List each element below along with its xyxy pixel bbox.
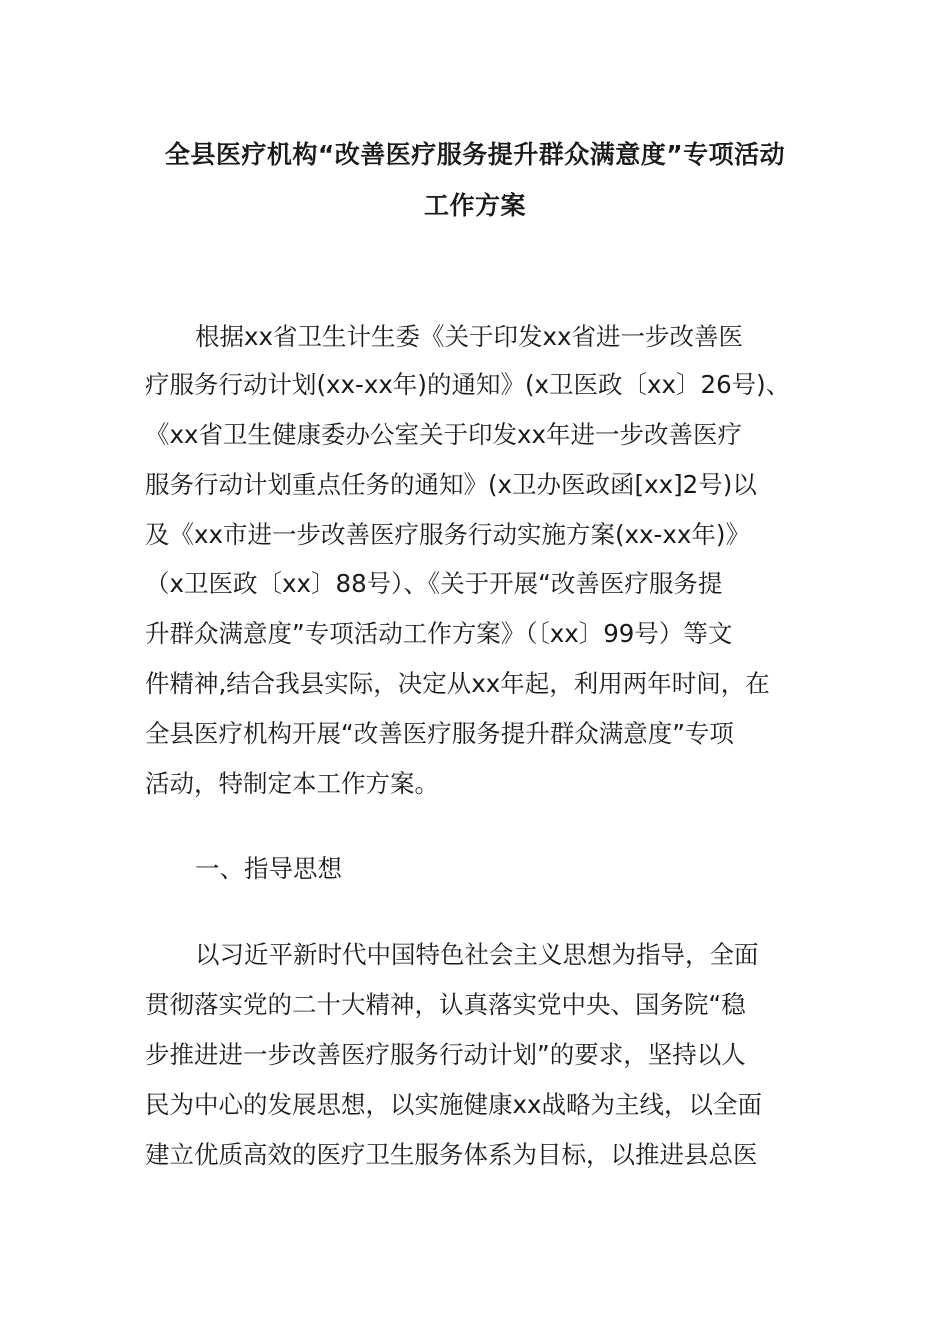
section-paragraph-line: 以习近平新时代中国特色社会主义思想为指导，全面 [195,940,759,969]
section-paragraph-line: 贯彻落实党的二十大精神，认真落实党中央、国务院“稳 [145,990,746,1019]
intro-paragraph-line: 根据xx省卫生计生委《关于印发xx省进一步改善医 [195,322,743,351]
document-title-line-1: 全县医疗机构“改善医疗服务提升群众满意度”专项活动 [164,140,786,169]
section-paragraph-line: 民为中心的发展思想，以实施健康xx战略为主线，以全面 [145,1090,762,1119]
intro-paragraph-line: 件精神,结合我县实际，决定从xx年起，利用两年时间，在 [145,669,770,698]
section-heading: 一、指导思想 [195,854,342,883]
document-title-line-2: 工作方案 [423,191,526,220]
section-paragraph-line: 步推进进一步改善医疗服务行动计划”的要求，坚持以人 [145,1040,746,1069]
intro-paragraph-line: 疗服务行动计划(xx-xx年)的通知》(x卫医政〔xx〕26号)、 [145,370,791,399]
intro-paragraph-line: 《xx省卫生健康委办公室关于印发xx年进一步改善医疗 [145,420,742,449]
section-paragraph-line: 建立优质高效的医疗卫生服务体系为目标，以推进县总医 [145,1140,758,1169]
intro-paragraph-line: 升群众满意度”专项活动工作方案》（〔xx〕99号）等文 [145,619,733,648]
intro-paragraph-line: （x卫医政〔xx〕88号）、《关于开展“改善医疗服务提 [145,569,723,598]
intro-paragraph-line: 服务行动计划重点任务的通知》(x卫办医政函[xx]2号)以 [145,470,757,499]
intro-paragraph-line: 活动，特制定本工作方案。 [145,769,439,798]
intro-paragraph-line: 及《xx市进一步改善医疗服务行动实施方案(xx-xx年)》 [145,520,750,549]
intro-paragraph-line: 全县医疗机构开展“改善医疗服务提升群众满意度”专项 [145,719,734,748]
